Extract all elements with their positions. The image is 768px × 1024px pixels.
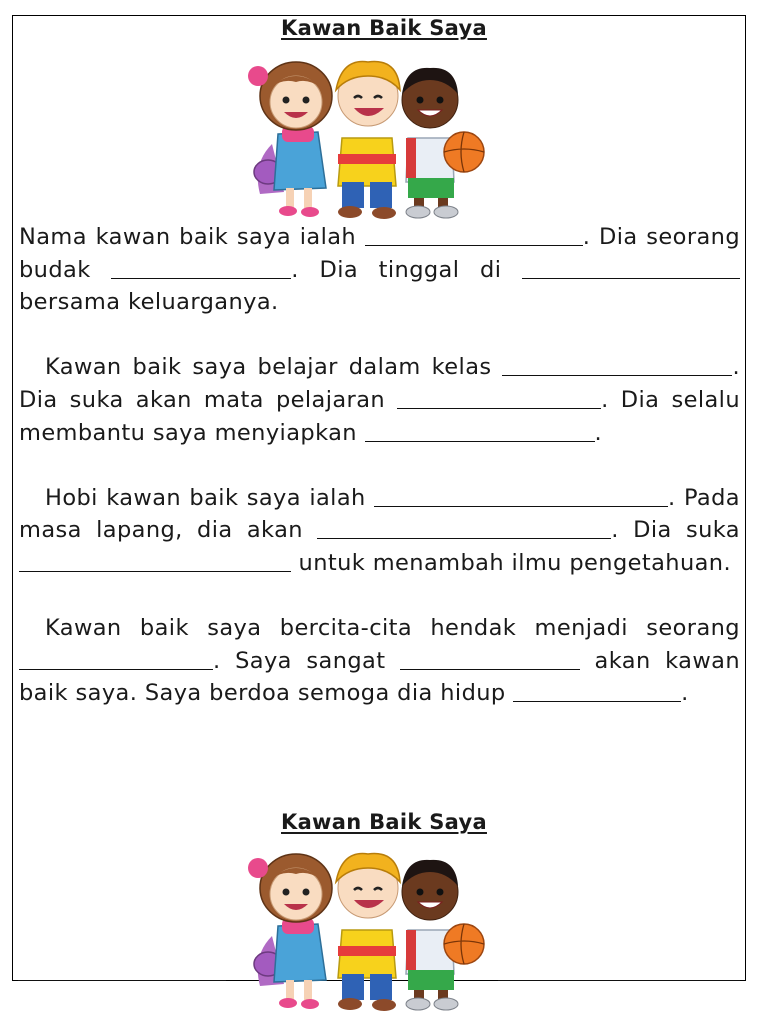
answer-blank[interactable] [111,258,291,279]
para-text: Kawan baik saya belajar dalam kelas [45,354,503,381]
worksheet-text [19,221,740,743]
para-text: . [594,419,603,446]
answer-blank[interactable] [18,980,226,981]
answer-blank[interactable] [513,681,681,702]
answer-blank[interactable] [522,258,740,279]
answer-blank[interactable] [502,355,732,376]
answer-blank[interactable] [397,388,601,409]
answer-blank[interactable] [317,518,611,539]
para-text: . [681,680,689,707]
para-text: Hobi kawan baik saya ialah [45,484,375,511]
friends-illustration-duplicate [238,846,500,1014]
answer-blank[interactable] [19,551,291,572]
para-text: . Dia seorang budak [19,224,740,283]
answer-blank[interactable] [400,649,580,670]
para-text: untuk menambah ilmu pengetahuan. [291,549,732,576]
para-text: . Dia selalu membantu saya menyiapkan [19,386,740,446]
answer-blank[interactable] [374,486,668,507]
duplicate-worksheet-title: Kawan Baik Saya [281,810,487,834]
para-text: akan kawan baik saya. Saya berdoa semoga dia hidup [19,647,741,707]
para-text: . Pada masa lapang, dia akan [19,484,740,544]
para-text: bersama keluarganya. [19,289,279,316]
dark-boy-figure [402,68,484,218]
answer-blank[interactable] [365,225,583,246]
para-text: . Dia tinggal di [291,256,522,283]
paragraph-class [19,351,740,449]
para-text: . Saya sangat [213,647,400,674]
answer-blank[interactable] [19,649,213,670]
blond-boy-figure [336,62,400,219]
answer-blank[interactable] [498,980,740,981]
girl-figure [248,62,332,217]
para-text: . Dia suka [611,517,740,544]
paragraph-name [19,221,740,319]
paragraph-hobby [19,482,740,580]
para-text: . Dia suka akan mata pelajaran [19,354,740,413]
answer-blank[interactable] [365,421,595,442]
para-text: Nama kawan baik saya ialah [19,224,365,250]
friends-illustration [238,54,500,222]
para-text: Kawan baik saya bercita-cita hendak menjadi seorang [45,615,740,642]
worksheet-title: Kawan Baik Saya [281,16,487,40]
paragraph-ambition [19,612,740,710]
